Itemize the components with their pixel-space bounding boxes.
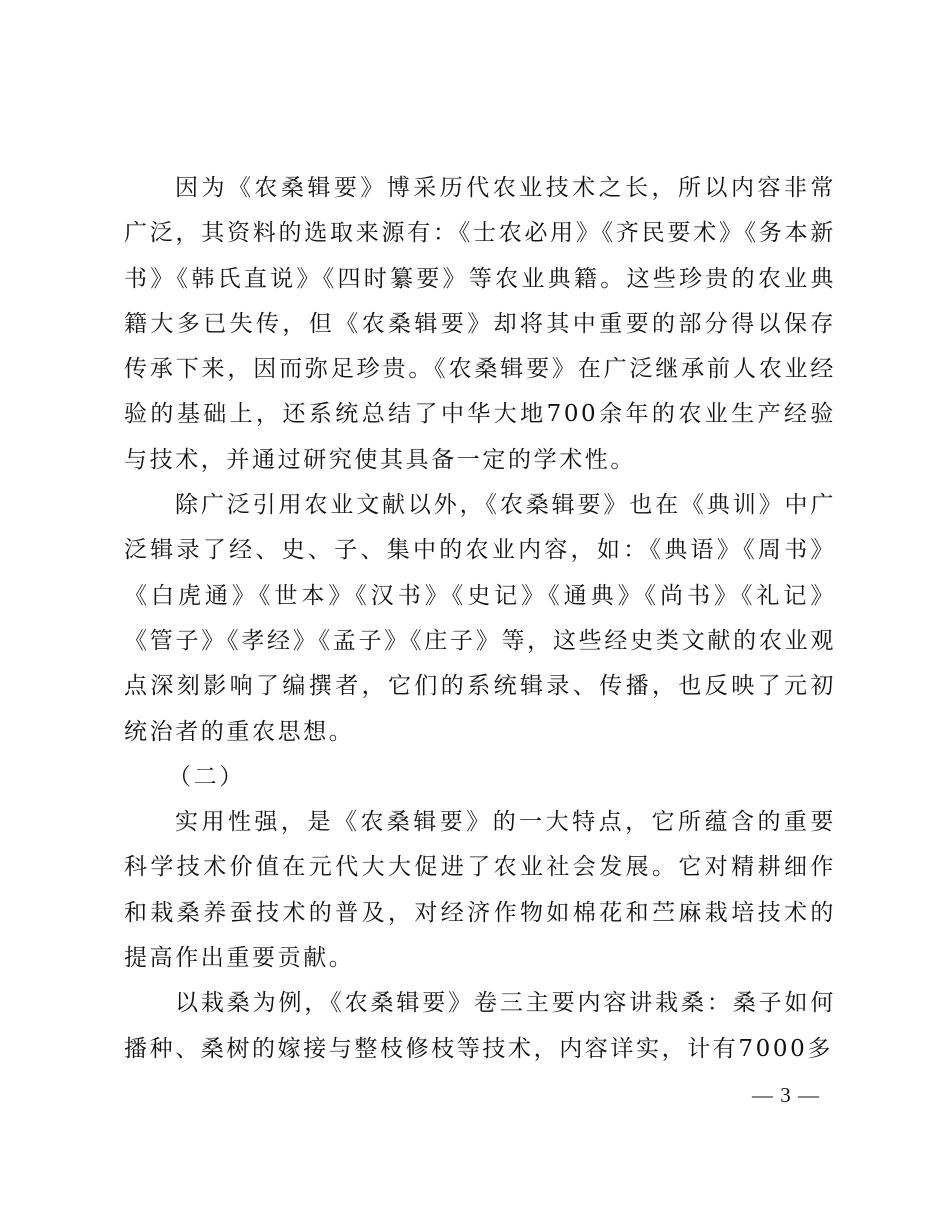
paragraph-3: 实用性强，是《农桑辑要》的一大特点，它所蕴含的重要科学技术价值在元代大大促进了农业社会发展。它对精耕细作和栽桑养蚕技术的普及，对经济作物如棉花和苎麻栽培技术的提高作出重要贡献。 [124, 809, 836, 972]
paragraph-2: 除广泛引用农业文献以外，《农桑辑要》也在《典训》中广泛辑录了经、史、子、集中的农业内容，如：《典语》《周书》《白虎通》《世本》《汉书》《史记》《通典》《尚书》《礼记》《管子》《孝经》《孟子》《庄子》等，这些经史类文献的农业观点深刻影响了编撰者，它们的系统辑录、传播，也反映了元初统治者的重农思想。 [124, 492, 836, 745]
paragraph-4: 以栽桑为例，《农桑辑要》卷三主要内容讲栽桑：桑子如何播种、桑树的嫁接与整枝修枝等技术，内容详实，计有7000多 [124, 990, 836, 1062]
page-number: — 3 — [752, 1083, 820, 1107]
paragraph-1: 因为《农桑辑要》博采历代农业技术之长，所以内容非常广泛，其资料的选取来源有：《士农必用》《齐民要术》《务本新书》《韩氏直说》《四时纂要》等农业典籍。这些珍贵的农业典籍大多已失传，但《农桑辑要》却将其中重要的部分得以保存传承下来，因而弥足珍贵。《农桑辑要》在广泛继承前人农业经验的基础上，还系统总结了中华大地700余年的农业生产经验与技术，并通过研究使其具备一定的学术性。 [124, 175, 836, 473]
body-text [124, 166, 836, 1072]
section-heading: （二） [168, 763, 245, 790]
